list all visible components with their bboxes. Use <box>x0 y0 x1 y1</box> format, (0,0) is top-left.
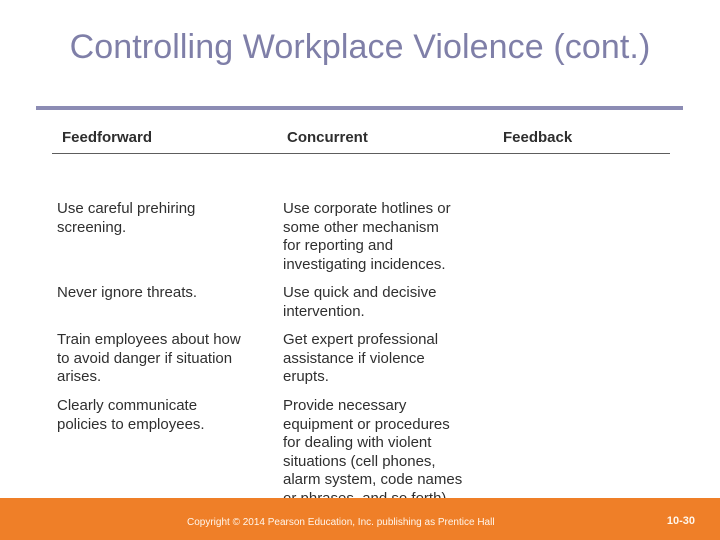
table-header <box>52 124 670 154</box>
concurrent-cell <box>283 284 483 321</box>
feedforward-line: screening. <box>57 218 127 236</box>
feedforward-line: Clearly communicate <box>57 397 198 414</box>
concurrent-line: Use quick and decisive <box>283 284 437 301</box>
slide-footer <box>0 498 720 540</box>
concurrent-line: some other mechanism <box>283 218 439 236</box>
feedforward-cell <box>57 284 271 303</box>
page-number: 10-30 <box>666 515 695 527</box>
header-feedforward: Feedforward <box>62 129 153 146</box>
concurrent-line: for reporting and <box>283 237 394 254</box>
feedforward-cell <box>57 200 271 237</box>
slide-title: Controlling Workplace Violence (cont.) <box>69 28 651 66</box>
table-row <box>52 397 670 488</box>
feedforward-line: arises. <box>57 368 102 385</box>
feedforward-line: Train employees about how <box>57 331 241 348</box>
table-row <box>52 284 670 320</box>
concurrent-line: Provide necessary <box>283 397 407 414</box>
concurrent-cell <box>283 200 483 274</box>
header-concurrent: Concurrent <box>287 129 368 146</box>
table-body <box>52 154 670 514</box>
title-divider <box>36 106 683 110</box>
violence-control-table <box>52 124 670 514</box>
concurrent-line: situations (cell phones, <box>283 452 436 470</box>
table-row <box>52 331 670 385</box>
feedforward-line: Never ignore threats. <box>57 284 198 301</box>
concurrent-cell <box>283 397 483 508</box>
concurrent-line: erupts. <box>283 368 329 385</box>
copyright-text: Copyright © 2014 Pearson Education, Inc. publishing as Prentice Hall <box>187 517 495 528</box>
feedforward-cell <box>57 397 271 434</box>
concurrent-line: intervention. <box>283 302 365 320</box>
concurrent-line: Use corporate hotlines or <box>283 200 451 217</box>
feedforward-line: Use careful prehiring <box>57 200 196 217</box>
feedforward-line: policies to employees. <box>57 415 205 433</box>
feedforward-line: to avoid danger if situation <box>57 349 233 367</box>
concurrent-line: investigating incidences. <box>283 255 446 273</box>
header-feedback: Feedback <box>503 129 573 146</box>
concurrent-line: Get expert professional <box>283 331 439 348</box>
concurrent-line: equipment or procedures <box>283 415 450 433</box>
concurrent-line: assistance if violence <box>283 349 425 367</box>
feedforward-cell <box>57 331 271 387</box>
concurrent-line: for dealing with violent <box>283 434 432 451</box>
concurrent-line: alarm system, code names <box>283 471 463 488</box>
table-row <box>52 200 670 273</box>
concurrent-cell <box>283 331 483 387</box>
